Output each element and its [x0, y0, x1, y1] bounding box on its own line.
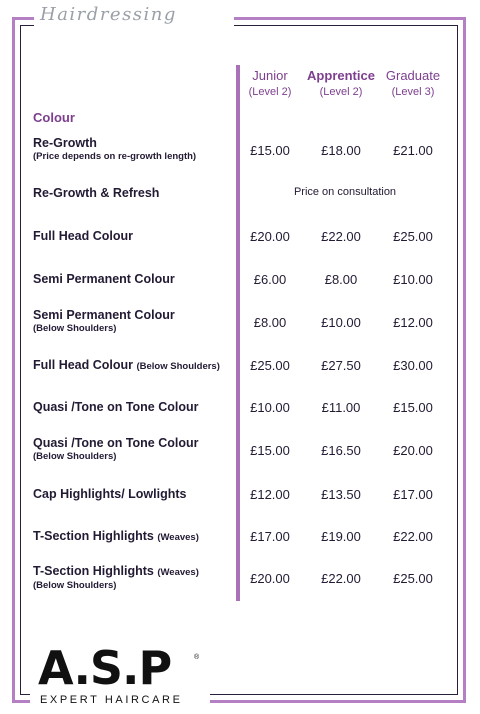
column-name: Apprentice: [307, 68, 375, 83]
price-graduate: £20.00: [393, 443, 433, 458]
price-junior: £12.00: [250, 487, 290, 502]
column-header-junior: [232, 68, 308, 100]
asp-logo: A.S.P: [38, 641, 172, 695]
column-name: Graduate: [385, 68, 441, 83]
column-header-apprentice: [303, 68, 379, 100]
service-note: (Below Shoulders): [33, 580, 117, 591]
price-consultation: Price on consultation: [293, 186, 397, 198]
column-header-graduate: [375, 68, 451, 100]
service-label: Re-Growth & Refresh: [33, 186, 160, 200]
price-graduate: £15.00: [393, 400, 433, 415]
price-junior: £17.00: [250, 529, 290, 544]
price-graduate: £12.00: [393, 315, 433, 330]
price-junior: £6.00: [253, 272, 287, 287]
service-note: (Below Shoulders): [33, 451, 117, 462]
service-name: [33, 436, 233, 463]
price-apprentice: £22.00: [321, 571, 361, 586]
price-junior: £25.00: [250, 358, 290, 373]
price-junior: £15.00: [250, 443, 290, 458]
price-apprentice: £19.00: [321, 529, 361, 544]
section-title: Colour: [33, 110, 75, 125]
registered-mark: ®: [194, 654, 200, 661]
price-junior: £15.00: [250, 143, 290, 158]
price-graduate: £30.00: [393, 358, 433, 373]
column-name: Junior: [252, 68, 288, 83]
price-apprentice: £10.00: [321, 315, 361, 330]
service-name: [33, 186, 233, 201]
service-name: [33, 308, 233, 335]
price-graduate: £21.00: [393, 143, 433, 158]
service-inline-note: (Weaves): [157, 567, 199, 578]
service-label: Quasi /Tone on Tone Colour: [33, 436, 199, 450]
column-level: (Level 2): [319, 86, 363, 98]
price-apprentice: £8.00: [324, 272, 358, 287]
service-name: [33, 400, 233, 415]
service-name: [33, 487, 233, 502]
price-apprentice: £11.00: [321, 400, 361, 415]
price-apprentice: £13.50: [321, 487, 361, 502]
service-label: Re-Growth: [33, 136, 97, 150]
service-name: [33, 564, 233, 592]
service-inline-note: (Below Shoulders): [136, 361, 220, 372]
service-label: Full Head Colour: [33, 229, 133, 243]
service-name: [33, 358, 243, 374]
service-label: Cap Highlights/ Lowlights: [33, 487, 187, 501]
price-apprentice: £27.50: [321, 358, 361, 373]
service-label: Quasi /Tone on Tone Colour: [33, 400, 199, 414]
price-graduate: £22.00: [393, 529, 433, 544]
price-graduate: £17.00: [393, 487, 433, 502]
service-label: T-Section Highlights: [33, 529, 154, 543]
service-name: [33, 136, 233, 163]
service-name: [33, 272, 233, 287]
service-label: Semi Permanent Colour: [33, 308, 175, 322]
price-junior: £8.00: [253, 315, 287, 330]
service-note: (Price depends on re-growth length): [33, 151, 197, 162]
service-label: Semi Permanent Colour: [33, 272, 175, 286]
price-junior: £20.00: [250, 571, 290, 586]
service-name: [33, 529, 233, 545]
price-junior: £20.00: [250, 229, 290, 244]
column-level: (Level 2): [248, 86, 292, 98]
price-apprentice: £18.00: [321, 143, 361, 158]
price-apprentice: £16.50: [321, 443, 361, 458]
script-title: Hairdressing: [40, 4, 177, 25]
price-junior: £10.00: [250, 400, 290, 415]
service-inline-note: (Weaves): [157, 532, 199, 543]
service-label: Full Head Colour: [33, 358, 133, 372]
price-graduate: £25.00: [393, 571, 433, 586]
service-name: [33, 229, 233, 244]
price-graduate: £25.00: [393, 229, 433, 244]
price-graduate: £10.00: [393, 272, 433, 287]
price-apprentice: £22.00: [321, 229, 361, 244]
service-label: T-Section Highlights: [33, 564, 154, 578]
logo-tagline: EXPERT HAIRCARE: [40, 694, 183, 706]
column-level: (Level 3): [391, 86, 435, 98]
service-note: (Below Shoulders): [33, 323, 117, 334]
